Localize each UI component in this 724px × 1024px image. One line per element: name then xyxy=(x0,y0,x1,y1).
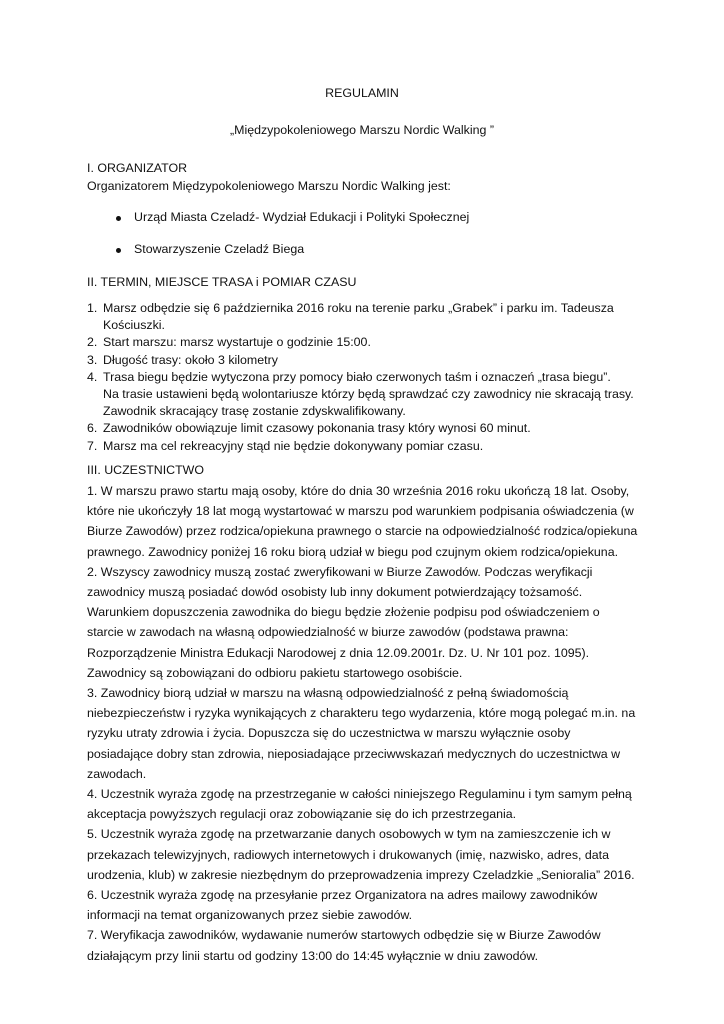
participation-paragraph: 2. Wszyscy zawodnicy muszą zostać zweryfikowani w Biurze Zawodów. Podczas weryfikacji zawodnicy muszą posiadać dowód osobisty lub inny dokument potwierdzający tożsamość. Warunkiem dopuszczenia zawodnika do biegu będzie złożenie podpisu pod oświadczeniem o starcie w zawodach na własną odpowiedzialność w biurze zawodów (podstawa prawna: Rozporządzenie Ministra Edukacji Narodowej z dnia 12.09.2001r. Dz. U. Nr 101 poz. 1095). Zawodnicy są zobowiązani do odbioru pakietu startowego osobiście. xyxy=(87,564,600,680)
terms-list-item: 4. Trasa biegu będzie wytyczona przy pomocy biało czerwonych taśm i oznaczeń „trasa biegu”. xyxy=(87,369,611,384)
terms-list-item: Na trasie ustawieni będą wolontariusze którzy będą sprawdzać czy zawodnicy nie skracają trasy. xyxy=(103,387,634,402)
participation-paragraphs xyxy=(87,481,639,966)
document-title: REGULAMIN xyxy=(325,86,399,100)
section-heading-organizer: I. ORGANIZATOR xyxy=(87,161,188,175)
participation-paragraph: 3. Zawodnicy biorą udział w marszu na własną odpowiedzialność z pełną świadomością niebezpieczeństw i ryzyka wynikających z charakteru tego wydarzenia, które mogą polegać m.in. na ryzyku utraty zdrowia i życia. Dopuszcza się do uczestnictwa w marszu wyłącznie osoby posiadające dobry stan zdrowia, nieposiadające przeciwwskazań medycznych do uczestnictwa w zawodach. xyxy=(87,686,636,781)
organizer-bullet-text: Urząd Miasta Czeladź- Wydział Edukacji i Polityki Społecznej xyxy=(134,210,470,224)
terms-list-item: 7. Marsz ma cel rekreacyjny stąd nie będzie dokonywany pomiar czasu. xyxy=(87,438,484,453)
terms-list xyxy=(87,300,647,455)
terms-list-item: 6. Zawodników obowiązuje limit czasowy pokonania trasy który wynosi 60 minut. xyxy=(87,421,531,436)
terms-list-item: 2. Start marszu: marsz wystartuje o godzinie 15:00. xyxy=(87,335,371,350)
participation-paragraph: 4. Uczestnik wyraża zgodę na przestrzeganie w całości niniejszego Regulaminu i tym samym pełną akceptacja powyższych regulacji oraz zobowiązanie się do ich przestrzegania. xyxy=(87,787,632,822)
participation-paragraph: 1. W marszu prawo startu mają osoby, które do dnia 30 września 2016 roku ukończą 18 lat. Osoby, które nie ukończyły 18 lat mogą wystartować w marszu pod warunkiem podpisania oświadczenia (w Biurze Zawodów) przez rodzica/opiekuna prawnego o starcie na odpowiedzialność rodzica/opiekuna prawnego. Zawodnicy poniżej 16 roku biorą udział w biegu pod czujnym okiem rodzica/opiekuna. xyxy=(87,484,638,559)
terms-list-item: 3. Długość trasy: około 3 kilometry xyxy=(87,352,278,367)
participation-paragraph: 5. Uczestnik wyraża zgodę na przetwarzanie danych osobowych w tym na zamieszczenie ich w przekazach telewizyjnych, radiowych internetowych i drukowanych (imię, nazwisko, adres, data urodzenia, klub) w zakresie niezbędnym do przeprowadzenia imprezy Czeladzkie „Senioralia” 2016. xyxy=(87,827,635,882)
terms-list-item: 1. Marsz odbędzie się 6 października 2016 roku na terenie parku „Grabek” i parku im. Tadeusza Kościuszki. xyxy=(87,301,614,333)
document-subtitle: „Międzypokoleniowego Marszu Nordic Walking ” xyxy=(230,123,494,137)
participation-paragraph: 7. Weryfikacja zawodników, wydawanie numerów startowych odbędzie się w Biurze Zawodów działającym przy linii startu od godziny 13:00 do 14:45 wyłącznie w dniu zawodów. xyxy=(87,928,601,963)
section-heading-participation: III. UCZESTNICTWO xyxy=(87,463,205,477)
participation-paragraph: 6. Uczestnik wyraża zgodę na przesyłanie przez Organizatora na adres mailowy zawodników informacji na temat organizowanych przez siebie zawodów. xyxy=(87,888,598,923)
terms-list-item: Zawodnik skracający trasę zostanie zdyskwalifikowany. xyxy=(103,404,406,419)
organizer-bullet-text: Stowarzyszenie Czeladź Biega xyxy=(134,242,305,256)
organizer-intro: Organizatorem Międzypokoleniowego Marszu Nordic Walking jest: xyxy=(87,179,451,193)
section-heading-terms: II. TERMIN, MIEJSCE TRASA i POMIAR CZASU xyxy=(87,275,357,289)
